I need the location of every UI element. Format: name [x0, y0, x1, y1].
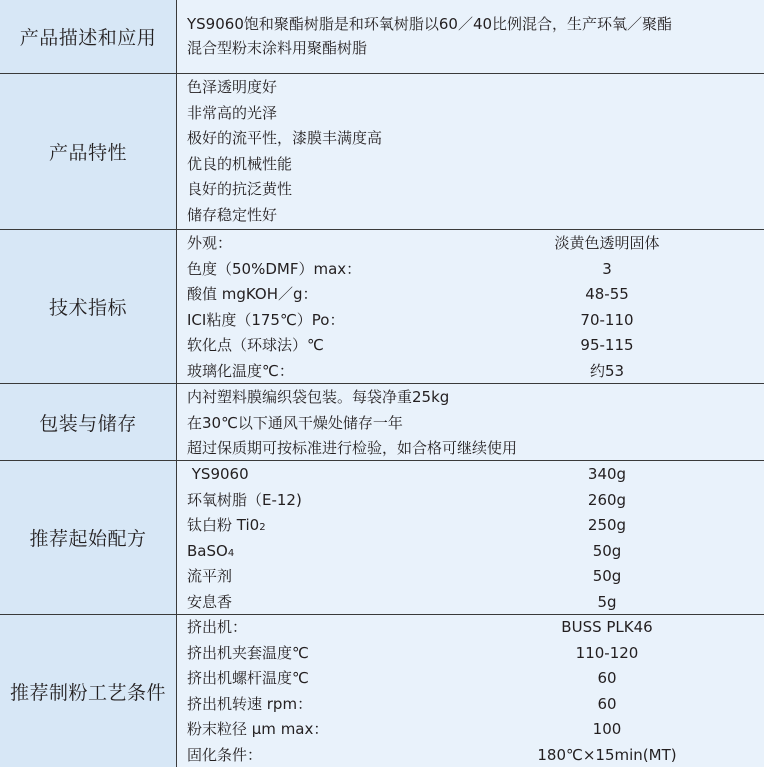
- spec-key: 玻璃化温度℃：: [187, 361, 294, 380]
- process-param: [187, 666, 764, 692]
- ingredient-amount: 340g: [587, 465, 627, 483]
- property-item: 良好的抗泛黄性: [187, 180, 293, 199]
- description-content: [177, 0, 764, 73]
- process-param: [187, 717, 764, 743]
- ingredient-subscript: 4: [227, 547, 235, 559]
- param-name: 挤出机螺杆温度℃: [187, 669, 309, 688]
- specs-row: [0, 229, 764, 383]
- formula-row-item: [187, 590, 764, 616]
- packaging-line: 在30℃以下通风干燥处储存一年: [187, 413, 403, 432]
- description-line: 混合型粉末涂料用聚酯树脂: [187, 39, 368, 57]
- param-value: 180℃×15min(MT): [537, 745, 677, 764]
- spec-value: 70-110: [580, 310, 634, 329]
- description-label: 产品描述和应用: [0, 0, 177, 73]
- process-param: [187, 641, 764, 667]
- spec-row: [187, 257, 764, 283]
- formula-row: [0, 460, 764, 614]
- property-item: 非常高的光泽: [187, 103, 278, 122]
- properties-row: [0, 73, 764, 229]
- property-item: 极好的流平性，漆膜丰满度高: [187, 129, 383, 148]
- properties-content: [177, 74, 764, 229]
- ingredient-amount: 50g: [592, 567, 622, 586]
- ingredient-name: 流平剂: [187, 567, 233, 586]
- packaging-line: 内衬塑料膜编织袋包装。每袋净重25kg: [187, 388, 450, 406]
- param-name: 挤出机：: [187, 618, 248, 636]
- ingredient-amount: 5g: [597, 592, 617, 611]
- formula-row-item: [187, 564, 764, 590]
- process-label: 推荐制粉工艺条件: [0, 615, 177, 767]
- spec-key: 酸值 mgKOH／g：: [187, 285, 318, 304]
- formula-row-item: [187, 462, 764, 488]
- spec-row: [187, 308, 764, 334]
- process-param: [187, 743, 764, 769]
- ingredient-amount: 50g: [592, 541, 622, 560]
- ingredient-name: 安息香: [187, 592, 233, 611]
- process-param: [187, 615, 764, 641]
- spec-value: 约53: [589, 361, 625, 380]
- process-param: [187, 692, 764, 718]
- description-row: [0, 0, 764, 73]
- spec-key: 色度（50%DMF）max：: [187, 259, 362, 278]
- param-name: 挤出机转速 rpm：: [187, 694, 313, 713]
- property-item: 储存稳定性好: [187, 205, 278, 224]
- ingredient-amount: 260g: [587, 490, 627, 509]
- spec-value: 3: [602, 259, 612, 278]
- param-name: 粉末粒径 μm max：: [187, 720, 329, 739]
- packaging-line: 超过保质期可按标准进行检验，如合格可继续使用: [187, 439, 518, 458]
- formula-row-item: [187, 513, 764, 539]
- process-content: [177, 615, 764, 767]
- spec-value: 48-55: [585, 285, 629, 304]
- spec-key: 外观：: [187, 234, 233, 252]
- spec-key: 软化点（环球法）℃: [187, 336, 324, 355]
- spec-key: ICI粘度（175℃）Po：: [187, 310, 345, 329]
- param-value: 60: [597, 669, 617, 688]
- specs-content: [177, 230, 764, 383]
- spec-row: [187, 282, 764, 308]
- spec-row: [187, 333, 764, 359]
- spec-row: [187, 359, 764, 385]
- formula-row-item: [187, 539, 764, 565]
- ingredient-name: [187, 513, 266, 541]
- ingredient-name-main: 钛白粉 Ti0: [187, 516, 260, 535]
- formula-content: [177, 461, 764, 614]
- param-value: BUSS PLK46: [561, 618, 653, 636]
- param-name: 挤出机夹套温度℃: [187, 643, 309, 662]
- ingredient-name: [187, 539, 234, 567]
- param-value: 100: [592, 720, 622, 739]
- ingredient-name: 环氧树脂（E-12): [187, 490, 302, 509]
- packaging-label: 包装与储存: [0, 384, 177, 460]
- param-name: 固化条件：: [187, 745, 263, 764]
- param-value: 60: [597, 694, 617, 713]
- specs-label: 技术指标: [0, 230, 177, 383]
- ingredient-subscript: 2: [259, 522, 266, 534]
- spec-value: 95-115: [580, 336, 634, 355]
- spec-value: 淡黄色透明固体: [554, 234, 660, 252]
- param-value: 110-120: [575, 643, 639, 662]
- process-row: [0, 614, 764, 767]
- ingredient-name: YS9060: [187, 465, 249, 483]
- formula-row-item: [187, 488, 764, 514]
- description-line: YS9060饱和聚酯树脂是和环氧树脂以60／40比例混合，生产环氧／聚酯: [187, 15, 673, 33]
- spec-row: [187, 231, 764, 257]
- packaging-row: [0, 383, 764, 460]
- packaging-content: [177, 384, 764, 460]
- properties-label: 产品特性: [0, 74, 177, 229]
- formula-label: 推荐起始配方: [0, 461, 177, 614]
- property-item: 优良的机械性能: [187, 154, 293, 173]
- ingredient-name-main: BaSO: [187, 541, 228, 560]
- ingredient-amount: 250g: [587, 516, 627, 535]
- property-item: 色泽透明度好: [187, 78, 278, 96]
